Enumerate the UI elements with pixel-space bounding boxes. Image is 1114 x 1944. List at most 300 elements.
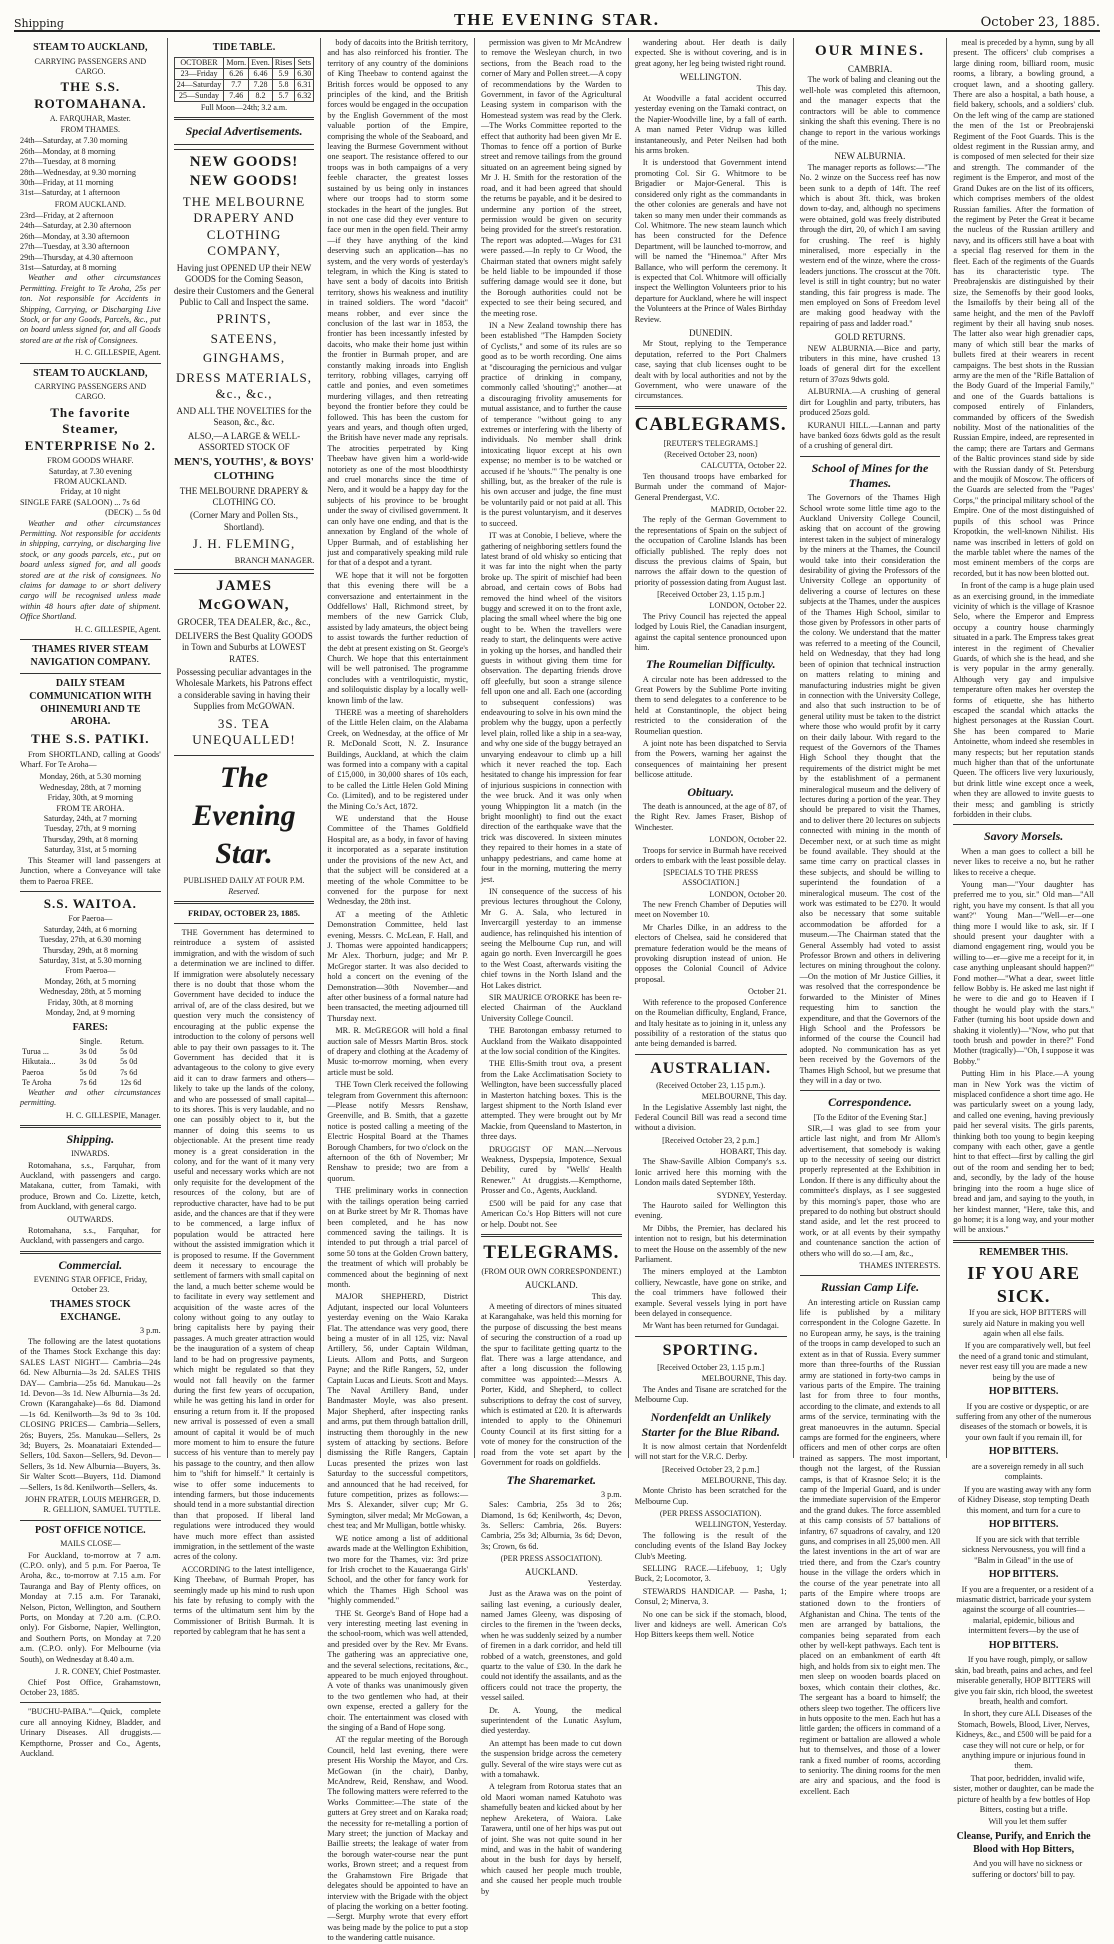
ad-if-sick: IF YOU ARE SICK. xyxy=(967,1263,1080,1307)
sport-text: The Andes and Tisane are scratched for the Melbourne Cup. xyxy=(634,1384,787,1405)
ad-text: If you are wasting away with any form of Kidney Disease, stop tempting Death this moment, and turn for a cure to xyxy=(958,1484,1092,1515)
received-label: [Received October 23, 1.15 p.m.] xyxy=(657,1363,765,1373)
from-label: FROM THAMES. xyxy=(60,125,121,135)
article-text: DRUGGIST OF MAN.—Nervous Weakness, Dyspepsia, Impotence, Sexual Debility, cured by "Wells' Health Renewer." At druggists.—Kempthorne, Prosser and Co., Agents, Auckland. xyxy=(481,1144,622,1196)
schedule-intro: From SHORTLAND, calling at Goods' Wharf. For Te Aroha— xyxy=(20,749,161,770)
divider xyxy=(635,1336,787,1337)
telegram-text: It is understood that Government intend promoting Col. Sir G. Whitmore to be Brigadier or Major-General. This is considered only right as the commandants in the other colonies are generals and have not taken so many men under their commands as Col. Whitmore. The new steam launch which has been constructed for the Defence Department, will be launched to-morrow, and will be named the "Hinemoa." After Mrs Ballance, who will perform the ceremony. It is expected that Col. Whitmore will officially inspect the Wellington Volunteers prior to his departure for Auckland, where he will inspect the Volunteers at the Prince of Wales Birthday Review. xyxy=(634,158,787,324)
ad-text: Will you let them suffer xyxy=(988,1817,1067,1827)
ad-clothing: MEN'S, YOUTHS', & BOYS' CLOTHING xyxy=(174,455,314,482)
ad-text: If you are sick with that terrible sickness Nervousness, you will find a "Balm in Gilead" in the use of xyxy=(962,1534,1086,1565)
schedule-line: FROM AUCKLAND. xyxy=(53,476,127,486)
ship-name-enterprise: The favorite Steamer, ENTERPRISE No 2. xyxy=(24,404,156,453)
ad-address: (Corner Mary and Pollen Sts., Shortland). xyxy=(190,510,298,532)
table-cell: 5.9 xyxy=(272,68,294,79)
mine-text: The manager reports as follows:—"The No. 2 winze on the Success reef has now been sunk to a depth of 14ft. The reef which is about 3ft. thick, was broken down to-day, and, although no specimens were obtained, gold was freely distributed through the dirt, 20, of which I am saving for crushing. The reef is highly mineralised, more especially in the western end of the winze, where the cross-leaders junctions. The crosscut at the 70ft. level is still in tight country; but no water standing, this fair progress is made. The men employed on Sons of Freedom level are making good headway with the repairing of pass and ladder road." xyxy=(799,162,941,328)
ad-tea: 3S. TEA UNEQUALLED! xyxy=(192,715,296,748)
divider xyxy=(953,1240,1094,1243)
table-cell: 5s 0d xyxy=(120,1057,138,1067)
article-text: SIR MAURICE O'RORKE has been re-elected Chairman of the Auckland University College Council. xyxy=(481,992,622,1023)
table-cell: 6.30 xyxy=(295,68,314,79)
divider xyxy=(174,144,315,145)
notice-text: Weather and other circumstances Permitting. Freight to Te Aroha, 25s per ton. Not responsible for Accidents in Shipping, Carrying, or Discharging Live Stock, or for any Goods, Parcels, &c., put on board unless signed for, and all Goods stored are at the risk of Consignees. xyxy=(20,273,161,345)
article-text: AT the regular meeting of the Borough Council, held last evening, there were present His Worship the Mayor, and Crs. McGowan (in the chair), Danby, McAndrew, Reid, Renshaw, and Wood. The following matters were referred to the Works Committee:—The state of the gutters at Grey street and on Karaka road; the necessity for re-metalling a portion of Mary street; the junction of Mackay and Baillie streets; the leakage of water from the borough water-course near the punt works, Brown street; and a request from the Grahamstown Fire Brigade that delegates should be appointed to have an interview with the Brigade with the object of placing the working on a better footing.—Sergt. Murphy wrote that every effort was being made by the police to put a stop to the wandering cattle nuisance. xyxy=(327,1735,469,1943)
schedule-line: Saturday, 31st, at 5 morning xyxy=(44,845,137,855)
sport-text: SELLING RACE.—Lifebuoy, 1; Ugly Buck, 2; Locomotor, 3. xyxy=(634,1564,787,1584)
telegram-text: Dr. A. Young, the medical superintendent of the Lunatic Asylum, died yesterday. xyxy=(481,1705,622,1736)
schedule-line: Saturday, at 7.30 evening xyxy=(48,466,132,476)
sport-text: The following is the result of the concluding events of the Island Bay Jockey Club's Meeting. xyxy=(634,1530,787,1561)
cable-text: A joint note has been dispatched to Servia from the Powers, warning her against the consequences of maintaining her present bellicose attitude. xyxy=(634,739,787,780)
table-cell: Return. xyxy=(120,1037,144,1047)
ship-name-rotomahana: THE S.S. ROTOMAHANA. xyxy=(34,79,147,111)
ad-text: If you are comparatively well, but feel the need of a grand tonic and stimulant, never rest easy till you are made a new being by the use of xyxy=(958,1341,1091,1382)
stock-text: The following are the latest quotations of the Thames Stock Exchange this day: SALES LAST NIGHT— Cambria—24s 6d. New Alburnia—3s 2d. SALES THIS DAY— Cambria—25s 6d. Manukau—2s 1d. Devon—3s 1d. New Alburnia—3s 2d. Crown (Karangahake)—6s 8d. Diamond—1s 6d. Kenilworth—3s 9d to 3s 10d. CLOSING PRICES— Cambria—Sellers, 26s; Buyers, 25s. Manukau—Sellers, 2s 3d; Buyers, 2s. Moanataiari Extended—Sellers, 10d. Saxon—Sellers, 9d. Devon—Sellers, 3s 1d. New Alburnia—Buyers, 3s. Sir Walter Scott—Buyers, 11d. Diamond—Sellers, 1s 8d. Kenilworth—Sellers, 4s. xyxy=(20,1336,161,1492)
table-cell: OCTOBER xyxy=(174,57,224,68)
table-cell: 7s 6d xyxy=(120,1067,138,1077)
shipping-heading: Shipping. xyxy=(66,1132,115,1147)
cablegrams-heading: CABLEGRAMS. xyxy=(634,413,787,435)
telegram-text: A telegram from Rotorua states that an old Maori woman named Katuhoto was shamefully beaten and kicked about by her nephew Areketera, of Waiora. Lake Tarawera, until one of her hips was put out of joint. She was not quite sound in her mind, and was in the habit of wandering about in the bush for days by herself, which caused her people much trouble, and she caused her people much trouble by xyxy=(481,1782,622,1896)
melbourne-drapery-ad xyxy=(174,149,315,571)
table-row xyxy=(174,80,314,91)
schedule-line: For Paeroa— xyxy=(68,914,113,924)
cable-text: Mr Charles Dilke, in an address to the electors of Chelsea, said he considered that premature federation would be the means of provoking disruption instead of union. He opposes the Colonial Council of Advice proposal. xyxy=(634,922,787,984)
divider xyxy=(800,1275,941,1276)
reuter-label: [REUTER'S TELEGRAMS.] xyxy=(663,438,758,448)
time-label: 3 p.m. xyxy=(139,1326,161,1336)
article-text: Putting Him in his Place.—A young man in New York was the victim of misplaced confidence a short time ago. He was particularly sweet on a young lady, and called one evening, having previously paid her several visits. The girls parents, thinking both too young to begin keeping company with each other, gave a gentle hint to that effect—first by calling the girl out of the room and sending her to bed; and, secondly, by the lady of the house bringing into the room a huge slice of bread and jam, and saying to the youth, in her kindest manner, "Here, take this, and go home; it is a long way, and your mother will be anxious." xyxy=(953,1069,1094,1235)
table-cell: 3s 0d xyxy=(79,1057,97,1067)
article-text: In front of the camp is a huge plain used as an exercising ground, in the immediate vicinity of which is the village of Krasnoe Selo, where the Emperor and Empress occupy a country house charmingly situated in a park. The Empress takes great interest in the regiment of Chevalier Guards, of which she is the head, and she is very popular in the army generally. Although very gay and impulsive temperature often makes her overstep the forms of etiquette, she has hitherto escaped the scandal which attacks the highest personages at the Russian Court. She has been compared to Marie Antoinette, whom indeed she resembles in many respects; but her reputation stands much higher than that of the unfortunate Queen. The officers live very luxuriously, but drink little wine except once a week, when they are allowed to invite guests to their mess; and gambling is strictly forbidden in their clubs. xyxy=(953,581,1094,820)
schedule-line: Saturday, 24th, at 7 morning xyxy=(43,814,137,824)
schedule-line: 31st—Saturday, at 8 morning xyxy=(20,262,117,272)
article-text: permission was given to Mr McAndrew to remove the Wesleyan church, in two sections, from the Beach road to the corner of Mary and Pollen street.—A copy of recommendations by the Warden to Government, in favor of the Agricultural Leasing system in comparison with the Homestead system was read by the Clerk.—The Works Committee reported to the effect that authority had been given Mr E. Thomas to fence off a portion of Burke street and remove tailings from the ground situated on an agreement being signed by Mr J. H. Smith for the restoration of the road, and it had been agreed that should the returns be payable, and it be desired to undermine any portion of the street, permission would be given on security being provided for the street's restoration. The report was adopted.—Wages for £31 were passed.—In reply to Cr Wood, the Chairman stated that owners might safely be held liable to be impounded if those suffering damage would see it done, but the Borough authorities could not be expected to see their being secured, and the meeting rose. xyxy=(481,38,622,318)
ad-hop-bitters: HOP BITTERS. xyxy=(988,1568,1059,1580)
roumelian-heading: The Roumelian Difficulty. xyxy=(645,657,776,672)
schedule-line: FROM TE AROHA. xyxy=(56,803,125,813)
table-cell: 5.7 xyxy=(272,91,294,102)
tide-table xyxy=(174,57,315,103)
mine-heading: NEW ALBURNIA. xyxy=(834,151,906,162)
divider xyxy=(20,1702,161,1703)
table-cell: Rises xyxy=(272,57,294,68)
sport-text: Monte Christo has been scratched for the Melbourne Cup. xyxy=(634,1486,787,1506)
special-ads-heading: Special Advertisements. xyxy=(185,124,303,139)
column-1 xyxy=(14,38,168,1758)
letter-signature: THAMES INTERESTS. xyxy=(859,1261,941,1271)
agent-signature: H. C. GILLESPIE, Agent. xyxy=(74,348,161,358)
article-text: THE Barotongan embassy returned to Auckland from the Waikato disappointed at the low social condition of the Kingites. xyxy=(481,1026,622,1056)
divider xyxy=(953,824,1094,825)
tide-table-heading: TIDE TABLE. xyxy=(212,42,276,53)
notice-text: Weather and other circumstances Permitting. Not responsible for accidents in shipping, carrying, or discharging live stock, or any goods parcels, etc., put on board unless signed for, and all goods stored are at the risk of consignees. No claims for damage to or short delivery cargo will be recognised unless made within 48 hours after date of shipment. Office Shortland. xyxy=(20,518,161,622)
article-text: THE St. George's Band of Hope had a very interesting meeting last evening in the school-room, which was well attended, and presided over by the Rev. Mr Evans. The gathering was an appreciative one, and the several selections, recitations, &c., appeared to be much enjoyed throughout. A vote of thanks was unanimously given to the two gentlemen who had, at their own expense, erected a gallery for the choir. The entertainment was closed with the singing of a Band of Hope song. xyxy=(327,1608,469,1732)
evening-star-masthead: The Evening Star. xyxy=(192,760,296,870)
article-text: IN consequence of the success of his previous lectures throughout the Colony, Mr G. A. Sala, who lectured in Invercargill yesterday to an immense audience, has relinquished his intention of seeing the Melbourne Cup run, and will again go north. Even Invercargill he goes to the West Coast, afterwards visiting the chief towns in the North Island and the Hot Lakes district. xyxy=(481,886,622,990)
schedule-line: Thursday, 29th, at 8 morning xyxy=(42,834,138,844)
article-text: Young man—"Your daughter has preferred me to you, sir." Old man—"All right, you have my consent. Is that all you want?" Young Man—"Well—er—one thing more I would like to ask, sir. If I should present your daughter with a diamond engagement ring, would you be willing to—er—give me a receipt for it, in case anything unpleasant should happen?" Fond mother—"What a dear, sweet little fellow Bobby is. He asked me last night if he were to die and go to Heaven if I thought he would play with the stars." Father (turning his boot upside down and shaking it violently)—"Now, who put that tooth brush and powder in there?" Fond Mother (tragically)—"Oh, I suppose it was Bobby." xyxy=(953,879,1094,1066)
table-cell: Paeroa xyxy=(22,1067,44,1077)
heading-steam-auckland: STEAM TO AUCKLAND, xyxy=(33,42,148,53)
masthead-date: October 23, 1885. xyxy=(980,15,1100,30)
schedule-list xyxy=(20,456,161,498)
table-cell: 6.26 xyxy=(224,68,249,79)
cable-text: With reference to the proposed Conference on the Roumelian difficulty, England, France, and Italy hesitate as to joining in it, unless any possibility of a restoration of the status quo ante being demanded is barred. xyxy=(634,997,787,1049)
schedule-line: 26th—Monday, at 3.30 afternoon xyxy=(20,231,130,241)
ad-delivers: DELIVERS the Best Quality GOODS in Town and Suburbs at LOWEST RATES. xyxy=(175,630,313,664)
inwards-label: INWARDS. xyxy=(71,1149,110,1159)
cable-text: In the Legislative Assembly last night, the Federal Council Bill was read a second time without a division. xyxy=(634,1102,787,1133)
cable-text: The Privy Council has rejected the appeal lodged by Louis Riel, the Canadian insurgent, against the capital sentence pronounced upon him. xyxy=(634,611,787,652)
table-cell: 7.28 xyxy=(249,80,273,91)
table-cell: 6.46 xyxy=(249,68,273,79)
received-label: (Received October 23, noon) xyxy=(664,450,758,460)
article-text: body of dacoits into the British territory, and has also reinforced his frontier. The territory of any country of the dominions of King Theebaw to contend against the British forces would be opposed to any principles of the kind, and the British forces would be engaged in the occupation by the English Government of the most valuable portion of the Empire, comprising the whole of the Seaboard, and leaving the Burmese Government without one seaport. The resistance offered to our troops was in both campaigns of a very feeble character, the greatest losses sustained by us being only in instances where our troops had to storm some stockades in the heart of the jungles. But in not one case did they ever venture to face our men in the open field. Their army—if they have anything of the kind deserving such an application—has no system, and the very words of yesterday's telegram, in which the King is stated to have sent a body of dacoits into British territory, shows his weakness and inutility in trained soldiers. The word "dacoit" means robber, and ever since the conclusion of the last war in 1853, the frontier has been incessantly infested by dacoits, who make their home just within the frontier in Burmah proper, and are constantly making inroads into English territory, robbing villages, carrying off cattle and ponies, and even sometimes murdering villages, and then retreating beyond the frontier before they could be followed. This has been the custom for years and years, and though often urged, the British have never made any reprisals. The atrocities perpetrated by King Theebaw have given him a world-wide notoriety as one of the most bloodthirsty and cruel monarchs since the time of Nero, and it would be a happy day for the subjects of his province to be brought under the sway of civilised government. It can only have one ending, and that is the annexation by England of the whole of Upper Burmah, and of establishing her just and comparatively speaking mild rule for that of a despot and a tyrant. xyxy=(327,38,469,568)
table-row xyxy=(174,68,314,79)
schedule-line: 27th—Tuesday, at 8 morning xyxy=(20,157,116,167)
dateline: CALCUTTA, October 22. xyxy=(700,461,787,471)
table-cell: Turua ... xyxy=(22,1047,49,1057)
dateline: This day. xyxy=(591,1291,622,1301)
reserved-note: Reserved. xyxy=(228,887,260,897)
telegram-text: An attempt has been made to cut down the suspension bridge across the cemetery gully. Several of the wire stays were cut as with a tomahawk. xyxy=(481,1738,622,1780)
subheading: CARRYING PASSENGERS AND CARGO. xyxy=(34,382,147,402)
divider xyxy=(20,891,161,892)
press-association-label: (PER PRESS ASSOCIATION). xyxy=(659,1509,762,1519)
post-text: For Auckland, to-morrow at 7 a.m. (C.P.O. only), and 5 p.m. For Paeroa, Te Aroha, &c., to-morrow at 7.15 a.m. For Tauranga and Bay of Plenty offices, on Monday at 7.15 a.m. For Taranaki, Nelson, Picton, Wellington, and Southern Ports, on Monday at 7.20 a.m. (C.P.O. only). For Gisborne, Napier, Wellington, and Southern Ports, on Monday at 7.20 a.m. (C.P.O. only). For Melbourne (via South), on Wednesday at 8.40 a.m. xyxy=(20,1550,161,1664)
dateline: WELLINGTON, Yesterday. xyxy=(694,1520,787,1530)
editorial-text: THE Government has determined to reintroduce a system of assisted immigration, and with the wisdom of such a determination we are inclined to differ. If immigration were absolutely necessary there is no doubt that those whom the Government have decided to induce the arrival of, are of the class desired, but we question very much the consistency of encouraging at the public expense the introduction to the colony of persons well able to pay their own passages to it. The Government has decided that it is advantageous to the colony to give every aid it can to draw farmers and others—likely to take up the lands of the colony, and who are possessed of small capital—to its shores. This is very laudable, and no one can possibly object to it, but the manner of doing this seems to us objectionable. At the present time ready money is a great consideration in the colony, and for the want of it many very useful and necessary works which are not only requisite for the development of the resources of the colony, but are of reproductive character, have had to be put aside, and the chances are that if they were to be commenced, a large influx of population would be attracted here without the assisted immigration which it is proposed to resume. If the Government deem it necessary to encourage the settlement of farmers with small capital on the land, a much better scheme would be to facilitate in every way settlement and acquisition of the waste acres of the colony without going to any outlay to bring capitalists here by paying their passages. A much greater attraction would be the inauguration of a system of cheap land to be had on progressive payments, which might be regulated so that they would not fall heavily on the farmer during the first few years of occupation, while he was getting his land in order for ensuring a return from it. If the proposed new arrival is possessed of even a small amount of capital it would be of much more moment to him to ensure the future success of his venture than to merely pay his passage to the country, and then allow him to "shift for himself." It certainly is wise to offer some inducements to intending farmers, but those inducements should tend in a more substantial direction than that proposed. If liberal land regulations were introduced they would have much more effect than assisted immigration, in the settlement of the waste acres of the colony. xyxy=(173,928,315,1562)
school-mines-heading: School of Mines for the Thames. xyxy=(811,460,929,490)
article-text: £500 will be paid for any case that American Co.'s Hop Bitters will not cure or help. Doubt not. See xyxy=(481,1198,622,1229)
cable-text: The Hauroto sailed for Wellington this evening. xyxy=(634,1201,787,1221)
ad-text: are a sovereign remedy in all such complaints. xyxy=(971,1461,1084,1482)
australian-heading: AUSTRALIAN. xyxy=(650,1059,772,1077)
mine-text: ALBURNIA.—A crushing of general dirt for Loughlin and party, tributers, has produced 25ozs gold. xyxy=(799,387,941,418)
heading-daily-steam: DAILY STEAM COMMUNICATION WITH OHINEMURI AND TE AROHA. xyxy=(29,678,152,728)
article-text: THE preliminary works in connection with the tailings operation being carried on at Burke street by Mr R. Thomas have been completed, and he has now commenced saving the tailings. It is intended to put through a trial parcel of some 50 tons at the Golden Crown battery, the treatment of which will probably be commenced about the beginning of next month. xyxy=(327,1186,469,1289)
divider xyxy=(20,1520,161,1521)
table-cell: 5s 0d xyxy=(79,1067,97,1077)
ad-text: If you are costive or dyspeptic, or are suffering from any other of the numerous diseases of the stomach or bowels, it is your own fault if you remain ill, for xyxy=(955,1401,1092,1442)
schedule-line: 30th—Friday, at 11 morning xyxy=(20,177,114,187)
schedule-line: 27th—Tuesday, at 3.30 afternoon xyxy=(20,242,130,252)
cable-text: The reply of the German Government to the representations of Spain on the subject of the occupation of Caroline Islands has been officially published. The reply does not discuss the previous claims of Spain, but narrows the affair down to the question of priority of possession dating from August last. xyxy=(634,515,787,587)
column-7 xyxy=(947,38,1100,1879)
schedule-line: Monday, 2nd, at 9 morning xyxy=(45,1008,135,1018)
stock-exchange-heading: THAMES STOCK EXCHANGE. xyxy=(50,1299,131,1323)
dateline: MADRID, October 22. xyxy=(710,504,787,514)
ad-new-goods: NEW GOODS! xyxy=(189,153,299,170)
article-text: IN a New Zealand township there has been established "The Hampden Society of Cyclists," and some of its rules are so good as to be worth recording. One aims at "discouraging the pernicious and vulgar practice of drinking in company, commonly called 'shouting';" another—at a discouraging frivolity amusements for mutual assistance, and to further the cause of temperance "without going to any extremes or interfering with the liberty of individuals. No member shall drink intoxicating liquor except at his own expense; no member is to be watched or accused if he 'shouts.'" The penalty is one shilling, but, as the breaker of the rule is his own accuser and judge, the fine must be voluntarily paid or not paid at all. This is the purest voluntaryism, and it deserves to succeed. xyxy=(481,320,622,528)
ad-hop-bitters: HOP BITTERS. xyxy=(988,1519,1059,1531)
schedule-line: 31st—Saturday, at 1 afternoon xyxy=(20,188,120,198)
ad-novelties: AND ALL THE NOVELTIES for the Season, &c., &c. xyxy=(176,405,312,428)
gold-returns-heading: GOLD RETURNS. xyxy=(834,332,906,343)
ad-text: And you will have no sickness or suffering or doctors' bill to pay. xyxy=(972,1859,1083,1879)
table-cell: 5.8 xyxy=(272,80,294,91)
ad-manager-name: J. H. FLEMING, xyxy=(192,536,296,552)
place-heading: DUNEDIN. xyxy=(689,327,733,338)
schedule-line: Monday, 26th, at 5 morning xyxy=(44,976,136,986)
letter-text: SIR,—I was glad to see from your article last night, and from Mr Allom's advertisement, that somebody is waking up to the necessity of seeing our district properly represented at the Exhibition in London. If there is any difficulty about the committee's displays, as I see suggested by this morning's paper, those who are prepared to do nothing but obstruct should stand aside, and let the rest proceed to work, or at all events by their sympathy and countenance sanction the action of others who will do so.—I am, &c., xyxy=(799,1123,941,1258)
table-cell: 7.46 xyxy=(224,91,249,102)
correspondence-heading: Correspondence. xyxy=(828,1095,912,1110)
ad-ginghams: GINGHAMS, xyxy=(202,350,286,366)
dateline: LONDON, October 20. xyxy=(709,889,787,899)
place-heading: AUCKLAND. xyxy=(524,1567,578,1578)
column-4 xyxy=(475,38,629,1896)
ad-hop-bitters: HOP BITTERS. xyxy=(988,1639,1059,1651)
schedule-line: 24th—Saturday, at 2.30 afternoon xyxy=(20,221,132,231)
article-text: WE notice among a list of additional awards made at the Wellington Exhibition, two more for the Thames, viz: 3rd prize for Irish crochet to the Kauaeranga Girls' School, and the other for fancy work for which the Thames High School was "highly commended." xyxy=(327,1533,469,1606)
mails-close-label: MAILS CLOSE— xyxy=(60,1539,121,1549)
schedule-line: Tuesday, 27th, at 6.30 morning xyxy=(39,935,142,945)
press-association-label: (PER PRESS ASSOCIATION). xyxy=(500,1554,603,1564)
ad-text: That poor, bedridden, invalid wife, sister, mother or daughter, can be made the picture of health by a few bottles of Hop Bitters, costing but a trifle. xyxy=(953,1773,1094,1815)
hop-bitters-ad xyxy=(953,1247,1094,1880)
table-cell: 12s 6d xyxy=(120,1077,142,1087)
table-cell: Even. xyxy=(249,57,273,68)
agent-signature: H. C. GILLESPIE, Agent. xyxy=(74,624,161,634)
columns xyxy=(14,38,1100,1943)
ad-text: Having just OPENED UP their NEW GOODS for the Coming Season, desire their Customers and the General Public to Call and Inspect the same. xyxy=(173,262,315,308)
ad-text: If you have rough, pimply, or sallow skin, bad breath, pains and aches, and feel miserable generally, HOP BITTERS will give you fair skin, rich blood, the sweetest breath, health and comfort. xyxy=(954,1655,1094,1706)
editorial-dateline: FRIDAY, OCTOBER 23, 1885. xyxy=(187,908,301,919)
cable-text: The Shaw-Saville Albion Company's s.s. Ionic arrived here this morning with the London mails dated September 18th. xyxy=(634,1157,787,1188)
schedule-list xyxy=(20,914,161,1018)
table-cell: 25—Sunday xyxy=(174,91,224,102)
dateline: MELBOURNE, This day. xyxy=(701,1374,787,1384)
table-cell: 23—Friday xyxy=(174,68,224,79)
article-text: AT a meeting of the Athletic Demonstration Committee, held last evening, Messrs. C. McLean, F. Hall, and J. Thomas were appointed handicappers; Mr Alex. Thorburn, judge; and Mr P. McGregor starter. It was also decided to hold a concert on the evening of the Demonstration—30th November—and after other business of a formal nature had been transacted, the meeting adjourned till Thursday next. xyxy=(327,909,469,1023)
published-note: PUBLISHED DAILY AT FOUR P.M. xyxy=(183,875,305,885)
ad-sateens: SATEENS, xyxy=(210,330,278,346)
received-label: (Received October 23, 1.15 p.m.). xyxy=(656,1081,766,1091)
sport-text: STEWARDS HANDICAP. — Pasha, 1; Consul, 2; Minerva, 3. xyxy=(634,1586,787,1607)
divider xyxy=(635,406,787,409)
received-label: [Received October 23, 1.15 p.m.] xyxy=(657,590,765,600)
divider xyxy=(481,1234,622,1237)
telegrams-subheading: (FROM OUR OWN CORRESPONDENT.) xyxy=(481,1267,622,1277)
table-cell: Single. xyxy=(79,1037,102,1047)
article-text: WE hope that it will not be forgotten that this evening there will be a conversazione and entertainment in the Oddfellows' Hall, Richmond street, by members of the new Garrick Club, assisted by lady amateurs, the object being to assist towards the further reduction of the debt at present existing on St. George's Church. We hope that this entertainment will be well patronised. The programme concludes with a ventriloquistic, mystic, and soliloquistic display by a locally well-known limb of the law. xyxy=(327,570,469,705)
divider xyxy=(635,1054,787,1055)
sport-text: It is now almost certain that Nordenfeldt will not start for the V.R.C. Derby. xyxy=(634,1442,787,1462)
notice-text: This Steamer will land passengers at Junction, where a Conveyance will take them to Paeroa FREE. xyxy=(20,855,161,886)
table-row xyxy=(174,91,314,102)
ad-text: In short, they cure ALL Diseases of the Stomach, Bowels, Blood, Liver, Nerves, Kidneys, &c., and £500 will be paid for a case they will not cure or help, or for anything impure or injurious found in them. xyxy=(955,1709,1092,1771)
schedule-line: From Paeroa— xyxy=(65,966,116,976)
obituary-heading: Obituary. xyxy=(687,784,734,799)
schedule-line: Thursday, 29th, at 8 morning xyxy=(42,945,138,955)
divider xyxy=(20,363,161,364)
schedule-list xyxy=(20,772,161,855)
fares-table xyxy=(20,1037,161,1088)
ad-grocer-name: JAMES McGOWAN, xyxy=(198,578,290,614)
our-mines-heading: OUR MINES. xyxy=(814,43,925,59)
table-cell: 3s 0d xyxy=(79,1047,97,1057)
savory-morsels-heading: Savory Morsels. xyxy=(983,829,1064,844)
ship-name-waitoa: S.S. WAITOA. xyxy=(43,895,137,911)
cable-text: The new French Chamber of Deputies will meet on November 10. xyxy=(634,900,787,920)
postmaster-signature: J. R. CONEY, Chief Postmaster. xyxy=(54,1667,161,1677)
mine-text: The work of baling and cleaning out the well-hole was completed this afternoon, and the manager expects that the contractors will be able to commence sinking the shaft this evening. There is no change to report in the various workings of the mine. xyxy=(799,75,941,147)
article-text: IT was at Conobie, I believe, where the gathering of neighboring settlers found the latest brand of old whisky so enticing that it was far into the night when the party broke up. The spirit of mischief had been abroad, and certain cows of Bobs had removed the hind wheel of the visitors buggy and screwed it on to the front axle, placing the small wheel where the big one ought to be. When the travellers were ready to start, the delinquents were active in yoking up the horses, and handled their guests in without giving them time for observation. The departing friends drove off gleefully, but soon a strange silence fell upon one and all. Each one (according to subsequent confessions) was endeavouring to solve in his own mind the problem why the buggy, upon a perfectly level plain, rolled like a ship in a sea-way, and why one side of the buggy betrayed an unvarying endeavour to climb up a hill which it never reached the top. Each hesitated to change his impression for fear of injurious suspicions in connection with the wee bruck. And it was only when young Whippington lit a match (in the bright moonlight) to find out the exact direction of the earthquake wave that the trick was discovered. In sixteen minutes they repaired to their homes in a state of unhappy pedestrians, and came home at four in the morning, muttering the merry jest. xyxy=(481,531,622,884)
article-text: The Governors of the Thames High School wrote some little time ago to the Auckland University College Council, asking that on account of the growing interest taken in the subject of mineralogy by the miners at the Thames, the Council would take into their consideration the desirability of giving the Professors of the University College an opportunity of delivering a course of lectures on these subjects at the Thames, under the auspices of the Thames High School, similar to those given by Professors in other parts of the colony. We understand that the matter was referred to a meeting of the Council, held on Wednesday, that they had long been of opinion that technical instruction on matters relating to mining and manufacturing industries might be given in connection with the University College, and also that such instruction to be of general utility must be taken to the district where those who would profit by it carry on their daily labour. With regard to the request of the Governors of the Thames High School they thought that the requirements of the district might be met by the establishment of a permanent mineralogical museum and the delivery of lectures during a portion of the year. They should be prepared to visit the Thames, and to deliver there 20 lectures on subjects connected with mining in the month of December next, or at such time as might be found available. They should at the same time carry on practical classes in these subjects, and should be willing to superintend the foundation of a mineralogical museum. The cost of the work was estimated to be £270. It would also be necessary that some suitable accommodation be afforded for a museum.—The Chairman stated that the General Assembly had voted to assist Professor Brown and others in delivering lectures on mining throughout the colony.—On the motion of Mr Justice Gillies, it was resolved that the correspondence be forwarded to the Minister of Mines requesting him to sanction the expenditure, and that the Governors of the High School and the Professors be informed of the course the Council had adopted. No communication has as yet been received by the Governors of the Thames High School, but we presume that they will in a day or two. xyxy=(799,493,941,1085)
table-row xyxy=(20,1057,161,1067)
article-text: MR. R. McGREGOR will hold a final auction sale of Messrs Martin Bros. stock of drapery and clothing at the Academy of Music to-morrow morning, when every article must be sold. xyxy=(327,1026,469,1077)
mine-text: NEW ALBURNIA.—Bice and party, tributers in this mine, have crushed 13 loads of general dirt for the excellent return of 37ozs 9dwts gold. xyxy=(799,343,941,384)
divider xyxy=(20,673,161,674)
schedule-line: 24th—Saturday, at 7.30 morning xyxy=(20,136,128,146)
full-moon-note: Full Moon—24th; 3.2 a.m. xyxy=(200,103,288,113)
to-editor-label: [To the Editor of the Evening Star.] xyxy=(813,1112,927,1122)
dateline: MELBOURNE, This day. xyxy=(701,1476,787,1485)
schedule-line: 26th—Monday, at 8 morning xyxy=(20,146,116,156)
divider xyxy=(20,1125,161,1128)
dateline: LONDON, October 22. xyxy=(709,601,787,611)
dateline: SYDNEY, Yesterday. xyxy=(716,1190,787,1200)
table-cell: Te Aroha xyxy=(22,1077,52,1087)
schedule-line: Saturday, 24th, at 6 morning xyxy=(43,924,137,934)
fare-line: (DECK) ... 5s 0d xyxy=(105,508,161,518)
article-text: THE Ellis-Smith trout ova, a present from the Lake Acclimatisation Society to Wellington, have been successfully placed in Masterton hatching boxes. This is the largest shipment to the North Island ever attempted. They were brought out by Mr Mackie, from Queensland to Masterton, in three days. xyxy=(481,1059,622,1142)
editorial-text: ACCORDING to the latest intelligence, King Theebaw, of Burmah Proper, has seemingly made up his mind to rush upon his fate by refusing to comply with the terms of the ultimatum sent him by the Commissioner of British Burmah. It is reported by cablegram that he has sent a xyxy=(173,1564,315,1637)
table-row xyxy=(20,1047,161,1057)
ad-new-goods: NEW GOODS! xyxy=(189,172,299,189)
schedule-line: Friday, 30th, at 9 morning xyxy=(47,793,134,803)
table-cell: Sets xyxy=(295,57,314,68)
fares-heading: FARES: xyxy=(72,1022,109,1034)
newspaper-title: THE EVENING STAR. xyxy=(453,10,661,29)
outwards-text: Rotomahana, s.s., Farquhar, for Auckland, with passengers and cargo. xyxy=(20,1225,161,1246)
divider xyxy=(800,1090,941,1091)
mine-heading: CAMBRIA. xyxy=(847,64,893,75)
schedule-list xyxy=(20,211,161,273)
from-label: FROM AUCKLAND. xyxy=(54,199,126,209)
heading-steam-auckland-2: STEAM TO AUCKLAND, xyxy=(33,367,148,379)
schedule-line: Wednesday, 28th, at 7 morning xyxy=(39,782,142,792)
ad-dress-materials: DRESS MATERIALS, &c., &c., xyxy=(176,369,312,402)
table-row xyxy=(20,1078,161,1088)
table-cell: 8.2 xyxy=(249,91,273,102)
ship-master: A. FARQUHAR, Master. xyxy=(49,114,131,123)
agent-signature: H. C. GILLESPIE, Manager. xyxy=(65,1110,161,1120)
divider xyxy=(20,1251,161,1254)
mcgowan-ad xyxy=(174,573,315,755)
telegram-text: Mr Stout, replying to the Temperance deputation, referred to the Port Chalmers case, saying that club licenses ought to be dealt with by local authorities and not by the Government, who were unaware of the circumstances. xyxy=(634,339,787,401)
post-office-heading: POST OFFICE NOTICE. xyxy=(35,1524,146,1536)
table-cell: 6.31 xyxy=(295,80,314,91)
cable-text: The death is announced, at the age of 87, of the Right Rev. James Fraser, Bishop of Winchester. xyxy=(634,801,787,832)
masthead-left-label: Shipping xyxy=(14,17,64,30)
commercial-dateline: EVENING STAR OFFICE, Friday, October 23. xyxy=(33,1274,147,1294)
column-2 xyxy=(168,38,322,1637)
schedule-line: FROM GOODS WHARF. xyxy=(47,456,134,466)
nordenfeldt-heading: Nordenfeldt an Unlikely Starter for the Blue Riband. xyxy=(641,1409,780,1439)
telegram-text: Sales: Cambria, 25s 3d to 26s; Diamond, 1s 6d; Kenilworth, 4s; Devon, 3s. Sellers: Cambria, 26s. Buyers: Cambria, 25s 3d; Alburnia, 3s 6d; Devon, 3s; Crown, 6s 6d. xyxy=(481,1500,622,1551)
notice-text: Weather and other circumstances permitting. xyxy=(20,1087,161,1108)
table-cell: 7.7 xyxy=(224,80,249,91)
place-heading: AUCKLAND. xyxy=(524,1280,578,1291)
ad-text: If you are a frequenter, or a resident of a miasmatic district, barricade your system against the scourge of all countries—malarial, epidemic, bilious and intermittent fevers—by the use of xyxy=(956,1584,1094,1636)
dateline: 3 p.m. xyxy=(600,1489,622,1499)
ad-cleanse: Cleanse, Purify, and Enrich the Blood with Hop Bitters, xyxy=(956,1830,1091,1855)
telegram-text: At Woodville a fatal accident occurred yesterday evening on the Tamaki contract, on the Napier-Woodville line, by a fall of earth. A man named Peter Vidrup was killed instantaneously, and Peter Neilsen had both his arms broken. xyxy=(634,94,787,156)
ad-company: THE MELBOURNE DRAPERY & CLOTHING CO. xyxy=(179,485,309,508)
sharemarket-heading: The Sharemarket. xyxy=(506,1472,597,1487)
article-text: THE Town Clerk received the following telegram from Government this afternoon:—Please notify Messrs Renshaw, Greenville, and B. Smith, that a gazette notice is posted calling a meeting of the Electric Hospital Board at the Thames Borough Chambers, for two o'clock on the afternoon of the 6th of November; Mr Renshaw to preside; two are from a quorum. xyxy=(327,1080,469,1183)
mine-text: KURANUI HILL.—Lannan and party have banked 6ozs 6dwts gold as the result of a crushing of general dirt. xyxy=(799,420,941,451)
commercial-heading: Commercial. xyxy=(58,1257,123,1272)
article-text: meal is preceded by a hymn, sung by all present. The officers' club comprises a large dining room, billiard room, music rooms, a library, a bowling ground, a croquet lawn, and a shooting gallery. There are also a hospital, a bath house, a field bakery, schools, and a soldiers' club. On the left wing of the camp are stationed the men of the 1st or Preobrajenski Regiment of the Foot Guards. This is the oldest regiment in the Russian army, and is composed of men selected for their size and strength. The commander of the regiment is the Emperor, and most of the Grand Dukes are on the list of its officers, which comprises members of the oldest Russian families. After the formation of the regiment by Peter the Great it became the nucleus of the Russian artillery and navy, and its officers still have a boat with a special flag reserved for them in the fleet. Each of the regiments of the Guards has its characteristic type. The Preobrajenskis are distinguished by their size, the Semenoffs by their good looks, the Ismailoffs by their being all of the same height, and the men of the Pavloff regiment by their all having snub noses. The latter also wear high grenadier caps, many of which still bear the marks of bullets fired at their wearers in recent campaigns. The best shots in the Russian army are the men of the "Rifle Battalion of the Body Guard of the Imperial Family," and one of the Guards battalions is composed entirely of Finlanders, commanded by officers of the Swedish nobility. Most of the nationalities of the Russian Empire, indeed, are represented in the camp; there are Tartars and Germans of the Baltic provinces stand side by side with the Russian dandy of St. Petersburg and the moujik of Moscow. The officers of the Guards are selected from the "Pages' Corps," the principal military school of the Empire. One of the most distinguished of pupils of this school was Prince Kropotkin, the well-known Nihilist. His name was inscribed in letters of gold on the marble tablet where the names of the most eminent members of the corps are recorded, but it has now been blotted out. xyxy=(953,38,1094,578)
telegram-text: A meeting of directors of mines situated at Karangahake, was held this morning for the purpose of discussing the best means of securing the construction of a road up the spur to facilitate getting quartz to the flat. There was a large attendance, and after a long discussion the following committee was appointed:—Messrs A. Porter, Kidd, and Shepherd, to collect subscriptions to defray the cost of survey, which is estimated at £20. It is afterwards intended to apply to the Ohinemuri County Council at its first sitting for a vote of money for the construction of the road from the vote set apart by the Government for roads on goldfields. xyxy=(481,1302,622,1468)
column-5 xyxy=(629,38,794,1640)
cable-text: Mr Dibbs, the Premier, has declared his intention not to resign, but his determination to meet the House on the assembly of the new Parliament. xyxy=(634,1223,787,1265)
telegrams-heading: TELEGRAMS. xyxy=(483,1241,620,1263)
schedule-list xyxy=(20,136,161,198)
article-text: An interesting article on Russian camp life is published by a military correspondent in the Cologne Gazette. In no European army, he says, is the training of the troops in camp developed to such an extent as in that of Russia. Every summer more than three-fourths of the Russian army are stationed in forty-two camps in various parts of the Empire. The training last for from three to four months, according to the climate, and extends to all arms of the service, terminating with the great manoeuvres in the autumn. Special camps are formed for the engineers, where officers and men of other corps are often trained as sappers. The most important, though not the largest, of the Russian camps, is that of Krasnoe Selo; it is the camp of the Imperial Guard, and is under the immediate supervision of the Emperor and the grand dukes. The force assembled at this camp consists of 57 battalions of infantry, 67 squadrons of cavalry, and 120 guns, and comprises in all 25,000 men. All the latest inventions in the art of war are tried there, and from the Czar's country house in the village the orders which in the course of the year penetrate into all parts of the Empire where troops are stationed down to the frontiers of Afghanistan and China. The tents of the men are arranged by battalions, the companies being separated from each other by well-kept pathways. Each tent is placed on an embankment of earth 4ft high, and holds from six to eight men. The men sleep on wooden boards placed on boxes, which contain their clothes, &c. The sergeant has a board to himself; the others sleep two together. The officers live in huts opposite to the men. Each hut has a little garden; the officers in command of a regiment or battalion are allowed a whole hut to themselves, and those of a lower rank a fixed number of rooms, according to seniority. The dining rooms for the men are airy and spacious, and the food is excellent. Each xyxy=(799,1297,941,1796)
dateline: LONDON, October 22. xyxy=(709,835,787,845)
table-cell: Hikutaia... xyxy=(22,1057,56,1067)
received-label: [Received October 23, 2 p.m.] xyxy=(662,1135,760,1145)
table-row xyxy=(20,1068,161,1078)
ad-prints: PRINTS, xyxy=(216,311,272,327)
table-cell: 24—Saturday xyxy=(174,80,224,91)
ad-remember: REMEMBER THIS. xyxy=(979,1246,1068,1258)
ad-company-name: THE MELBOURNE DRAPERY AND CLOTHING COMPANY, xyxy=(182,193,306,259)
table-cell: Morn. xyxy=(224,57,249,68)
dateline: This day. xyxy=(756,83,787,93)
divider xyxy=(20,639,161,640)
telegram-text: wandering about. Her death is daily expected. She is without covering, and is in great agony, her leg being twisted right round. xyxy=(634,38,787,68)
specials-label: [SPECIALS TO THE PRESS ASSOCIATION.] xyxy=(663,868,759,888)
article-text: THERE was a meeting of shareholders of the Little Helen claim, on the Alabama Creek, on Wednesday, at the office of Mr R. McDonald Scott, N. Z. Insurance Buildings, Auckland, at which the claim was formed into a company with a capital of £15,000, in 30,000 shares of 10s each, to be called the Little Helen Gold Mining Co. (Limited), and to be registered under the Mining Co.'s Act, 1872. xyxy=(327,708,469,811)
divider xyxy=(800,456,941,457)
divider xyxy=(174,923,315,924)
post-footer: Chief Post Office, Grahamstown, October 23, 1885. xyxy=(20,1677,161,1697)
table-row xyxy=(20,1037,161,1047)
buchu-ad: "BUCHU-PAIBA."—Quick, complete cure all annoying Kidney, Bladder, and Urinary Diseases. All druggists.—Kempthorne, Prosser and Co., Agents, Auckland. xyxy=(20,1707,161,1758)
outwards-label: OUTWARDS. xyxy=(67,1214,114,1224)
ad-wholesale: Possessing peculiar advantages in the Wholesale Markets, his Patrons effect a considerable saving in having their Supplies from McGOWAN. xyxy=(175,666,313,712)
schedule-line: Wednesday, 28th, at 5 morning xyxy=(39,987,142,997)
ad-grocer-title: GROCER, TEA DEALER, &c., &c., xyxy=(177,617,311,628)
table-row xyxy=(174,57,314,68)
table-cell xyxy=(20,1037,78,1047)
dateline: October 21. xyxy=(747,987,787,997)
table-cell: 5s 0d xyxy=(120,1047,138,1057)
table-cell: 7s 6d xyxy=(79,1077,97,1087)
table-cell: 6.32 xyxy=(295,91,314,102)
schedule-line: Saturday, 31st, at 5.30 morning xyxy=(39,956,142,966)
article-text: When a man goes to collect a bill he never likes to receive a no, but he rather likes to receive a cheque. xyxy=(953,846,1094,877)
dateline: MELBOURNE, This day. xyxy=(701,1092,787,1102)
heading-thames-river: THAMES RIVER STEAM NAVIGATION COMPANY. xyxy=(30,644,151,668)
cable-text: Troops for service in Burmah have received orders to embark with the least possible delay. xyxy=(634,845,787,865)
sport-text: No one can be sick if the stomach, blood, liver and kidneys are well. American Co's Hop Bitters keeps them well. Notice xyxy=(634,1609,787,1640)
masthead xyxy=(14,8,1100,32)
ad-hop-bitters: HOP BITTERS. xyxy=(988,1446,1059,1458)
divider xyxy=(174,117,315,120)
schedule-line: 23rd—Friday, at 2 afternoon xyxy=(20,210,114,220)
schedule-line: Tuesday, 27th, at 9 morning xyxy=(44,824,137,834)
divider xyxy=(174,901,315,904)
schedule-line: 29th—Thursday, at 4.30 afternoon xyxy=(20,252,133,262)
dateline: Yesterday. xyxy=(587,1578,622,1588)
